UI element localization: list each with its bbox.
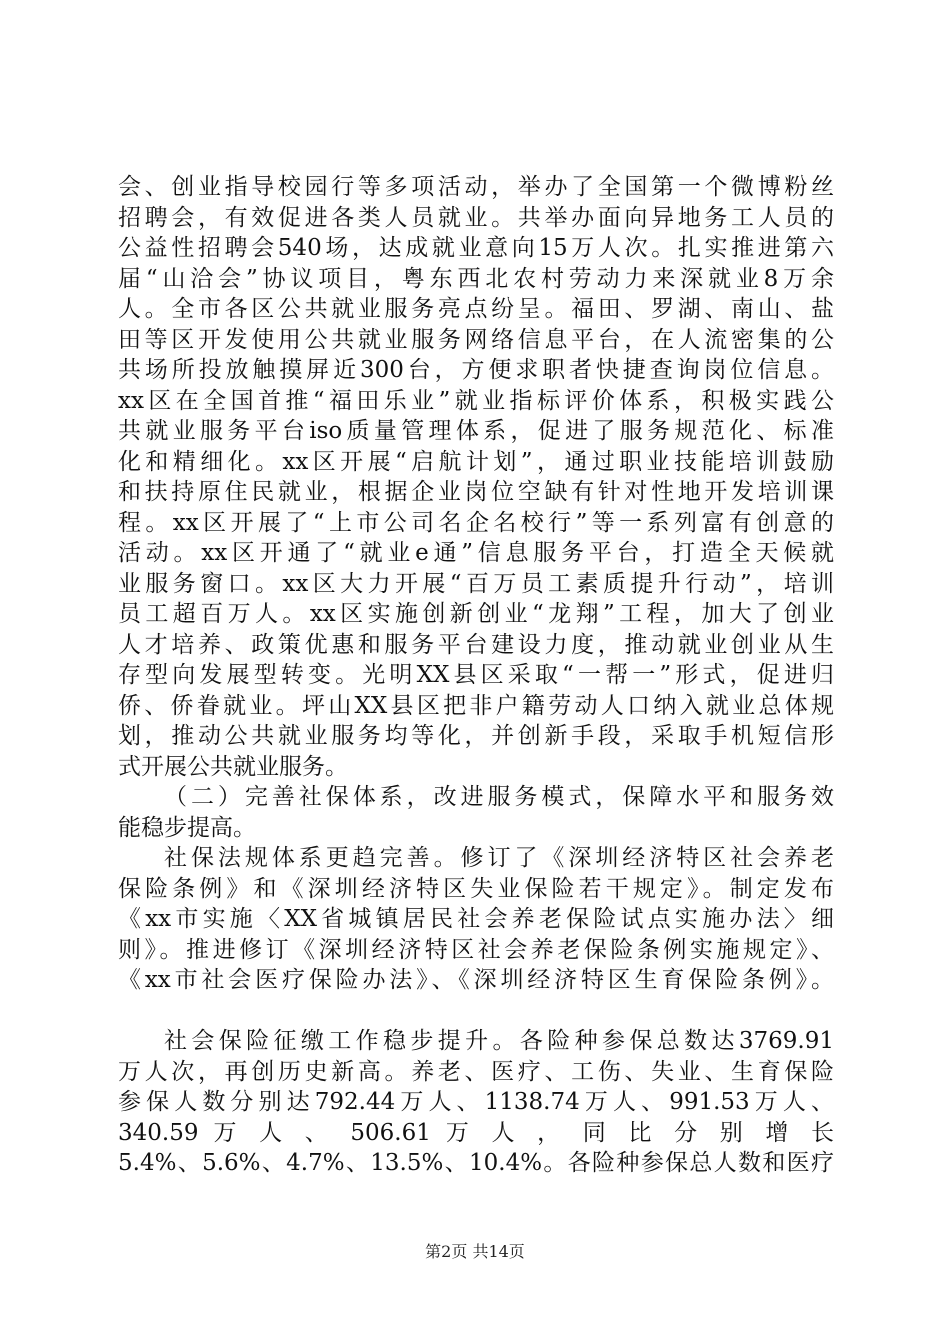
- text-line: 保险条例》和《深圳经济特区失业保险若干规定》。制定发布: [118, 875, 834, 902]
- text-line: 招聘会，有效促进各类人员就业。共举办面向异地务工人员的: [118, 204, 834, 231]
- page-number-footer: 第2页 共14页: [425, 1242, 525, 1261]
- section-heading-social-security: [118, 782, 834, 843]
- text-line: 人。全市各区公共就业服务亮点纷呈。福田、罗湖、南山、盐: [118, 296, 834, 322]
- text-line: 员工超百万人。xx区实施创新创业“龙翔”工程，加大了创业: [118, 601, 834, 627]
- text-line: 存型向发展型转变。光明XX县区采取“一帮一”形式，促进归: [118, 662, 834, 688]
- text-line: 340.59 万 人 、 506.61 万 人 ， 同 比 分 别 增 长: [118, 1119, 834, 1146]
- text-line: 化和精细化。xx区开展“启航计划”，通过职业技能培训鼓励: [118, 448, 834, 475]
- text-line: 划，推动公共就业服务均等化，并创新手段，采取手机短信形: [118, 723, 834, 749]
- text-line: 《xx市实施〈XX省城镇居民社会养老保险试点实施办法〉细: [118, 906, 834, 932]
- text-line: 5.4%、5.6%、4.7%、13.5%、10.4%。各险种参保总人数和医疗: [118, 1150, 834, 1176]
- text-line: 则》。推进修订《深圳经济特区社会养老保险条例实施规定》、: [118, 936, 834, 963]
- text-line: 业服务窗口。xx区大力开展“百万员工素质提升行动”，培训: [118, 570, 834, 597]
- text-line: 人才培养、政策优惠和服务平台建设力度，推动就业创业从生: [118, 631, 834, 658]
- text-line: 社保法规体系更趋完善。修订了《深圳经济特区社会养老: [164, 845, 834, 871]
- paragraph-employment-services: [118, 172, 834, 782]
- paragraph-spacer: [118, 996, 834, 1027]
- text-line: 共场所投放触摸屏近300台，方便求职者快捷查询岗位信息。: [118, 357, 834, 383]
- heading-line: 能稳步提高。: [118, 814, 256, 841]
- heading-line: （二）完善社保体系，改进服务模式，保障水平和服务效: [164, 784, 834, 810]
- text-line: 共就业服务平台iso质量管理体系，促进了服务规范化、标准: [118, 418, 834, 444]
- text-line: 万人次，再创历史新高。养老、医疗、工伤、失业、生育保险: [118, 1058, 834, 1085]
- paragraph-social-security-laws: [118, 843, 834, 996]
- text-line: 会、创业指导校园行等多项活动，举办了全国第一个微博粉丝: [118, 174, 834, 200]
- text-line: 活动。xx区开通了“就业e通”信息服务平台，打造全天候就: [118, 540, 834, 566]
- text-line: 式开展公共就业服务。: [118, 753, 348, 780]
- text-line: 届“山洽会”协议项目，粤东西北农村劳动力来深就业8万余: [118, 265, 834, 292]
- text-line: 和扶持原住民就业，根据企业岗位空缺有针对性地开发培训课: [118, 479, 834, 505]
- document-body: [118, 172, 834, 1179]
- text-line: xx区在全国首推“福田乐业”就业指标评价体系，积极实践公: [118, 387, 834, 414]
- text-line: 参保人数分别达792.44万人、1138.74万人、991.53万人、: [118, 1089, 834, 1115]
- text-line: 公益性招聘会540场，达成就业意向15万人次。扎实推进第六: [118, 235, 834, 261]
- text-line: 侨、侨眷就业。坪山XX县区把非户籍劳动人口纳入就业总体规: [118, 692, 834, 719]
- text-line: 社会保险征缴工作稳步提升。各险种参保总数达3769.91: [164, 1028, 834, 1054]
- text-line: 程。xx区开展了“上市公司名企名校行”等一系列富有创意的: [118, 509, 834, 536]
- text-line: 《xx市社会医疗保险办法》、《深圳经济特区生育保险条例》。: [118, 967, 834, 993]
- paragraph-insurance-collection: [118, 1026, 834, 1179]
- text-line: 田等区开发使用公共就业服务网络信息平台，在人流密集的公: [118, 326, 834, 353]
